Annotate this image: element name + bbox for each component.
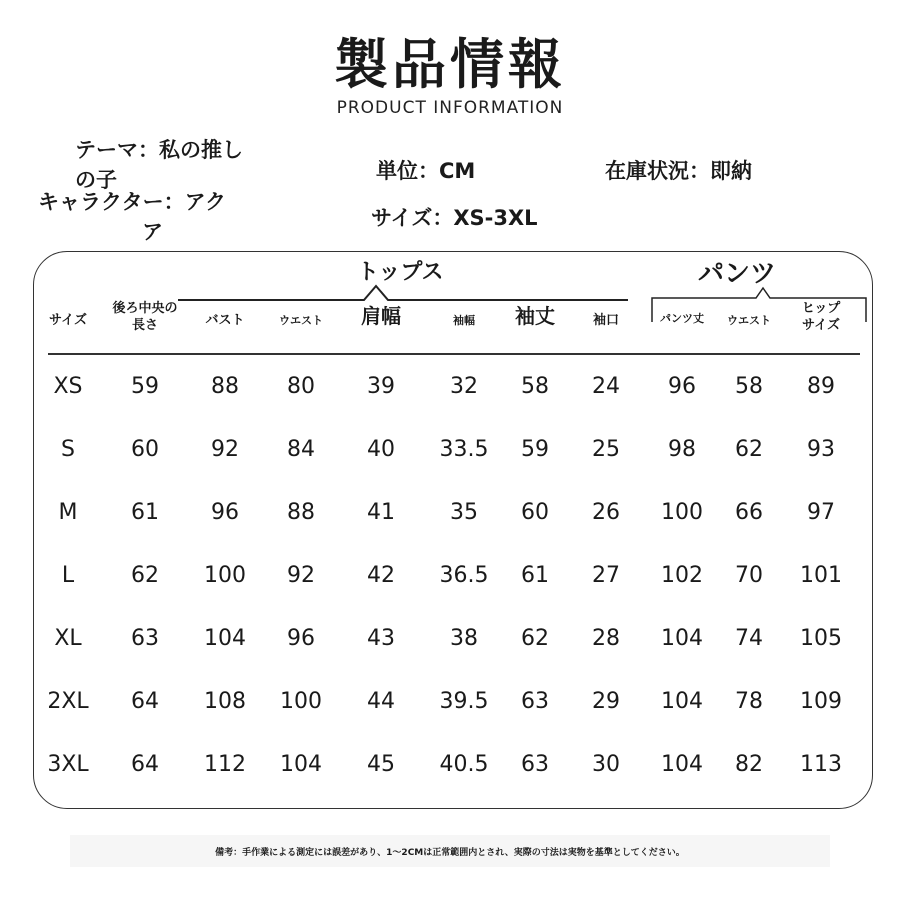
column-header-line-1: パンツ丈 xyxy=(660,312,704,325)
size-range-label: サイズ：XS-3XL xyxy=(371,206,538,230)
column-header-line-1: 後ろ中央の xyxy=(112,301,178,316)
measurement-cell: 112 xyxy=(204,752,246,777)
measurement-cell: 33.5 xyxy=(439,437,489,462)
measurement-cell: 58 xyxy=(735,374,763,399)
measurement-cell: 88 xyxy=(211,374,239,399)
measurement-cell: 70 xyxy=(735,563,763,588)
measurement-cell: 89 xyxy=(807,374,835,399)
measurement-cell: 113 xyxy=(800,752,842,777)
character-line-2: ア xyxy=(142,220,163,244)
measurement-cell: 96 xyxy=(287,626,315,651)
column-header-line-1: 袖幅 xyxy=(453,314,475,327)
measurement-cell: 39.5 xyxy=(439,689,489,714)
measurement-cell: 62 xyxy=(735,437,763,462)
page-title: 製品情報 xyxy=(334,33,566,96)
measurement-cell: 63 xyxy=(521,689,549,714)
measurement-cell: 61 xyxy=(521,563,549,588)
measurement-cell: 64 xyxy=(131,689,159,714)
column-header xyxy=(256,312,346,329)
measurement-cell: 28 xyxy=(592,626,620,651)
size-cell: XS xyxy=(53,374,83,399)
column-header-line-1: サイズ xyxy=(49,313,87,328)
column-header-line-1: ウエスト xyxy=(727,314,771,327)
measurement-cell: 82 xyxy=(735,752,763,777)
pants-group-label: パンツ xyxy=(698,259,777,289)
size-cell: 2XL xyxy=(47,689,89,714)
measurement-cell: 88 xyxy=(287,500,315,525)
measurement-cell: 109 xyxy=(800,689,842,714)
column-header-line-1: 肩幅 xyxy=(361,304,401,328)
column-header xyxy=(100,300,190,334)
measurement-cell: 100 xyxy=(280,689,322,714)
measurement-cell: 59 xyxy=(131,374,159,399)
measurement-cell: 42 xyxy=(367,563,395,588)
measurement-cell: 96 xyxy=(211,500,239,525)
measurement-cell: 59 xyxy=(521,437,549,462)
column-header-line-2: 長さ xyxy=(131,318,158,333)
column-header xyxy=(336,304,426,328)
footer-note: 備考：手作業による測定には誤差があり、1～2CMは正常範囲内とされ、実際の寸法は実物を基準としてください。 xyxy=(215,848,685,858)
measurement-cell: 26 xyxy=(592,500,620,525)
measurement-cell: 30 xyxy=(592,752,620,777)
column-header-line-2: サイズ xyxy=(802,318,840,333)
column-header-line-1: バスト xyxy=(205,313,245,328)
column-header-line-1: ウエスト xyxy=(279,314,323,327)
measurement-cell: 108 xyxy=(204,689,246,714)
measurement-cell: 104 xyxy=(661,689,703,714)
measurement-cell: 74 xyxy=(735,626,763,651)
measurement-cell: 102 xyxy=(661,563,703,588)
measurement-cell: 104 xyxy=(661,626,703,651)
measurement-cell: 62 xyxy=(521,626,549,651)
size-cell: S xyxy=(61,437,75,462)
measurement-cell: 84 xyxy=(287,437,315,462)
measurement-cell: 40 xyxy=(367,437,395,462)
measurement-cell: 39 xyxy=(367,374,395,399)
measurement-cell: 104 xyxy=(661,752,703,777)
measurement-cell: 104 xyxy=(204,626,246,651)
measurement-cell: 41 xyxy=(367,500,395,525)
measurement-cell: 92 xyxy=(211,437,239,462)
measurement-cell: 38 xyxy=(450,626,478,651)
page-subtitle: PRODUCT INFORMATION xyxy=(336,98,564,118)
header-divider xyxy=(48,353,860,355)
measurement-cell: 105 xyxy=(800,626,842,651)
theme-line-2: の子 xyxy=(75,168,117,192)
measurement-cell: 78 xyxy=(735,689,763,714)
theme-line-1: テーマ：私の推し xyxy=(75,138,243,162)
measurement-cell: 40.5 xyxy=(439,752,489,777)
tops-group-label: トップス xyxy=(357,260,444,285)
measurement-cell: 92 xyxy=(287,563,315,588)
measurement-cell: 101 xyxy=(800,563,842,588)
measurement-cell: 60 xyxy=(131,437,159,462)
measurement-cell: 64 xyxy=(131,752,159,777)
size-cell: XL xyxy=(54,626,82,651)
measurement-cell: 66 xyxy=(735,500,763,525)
measurement-cell: 61 xyxy=(131,500,159,525)
measurement-cell: 43 xyxy=(367,626,395,651)
size-cell: M xyxy=(58,500,78,525)
measurement-cell: 45 xyxy=(367,752,395,777)
measurement-cell: 27 xyxy=(592,563,620,588)
measurement-cell: 58 xyxy=(521,374,549,399)
measurement-cell: 97 xyxy=(807,500,835,525)
measurement-cell: 96 xyxy=(668,374,696,399)
size-cell: 3XL xyxy=(47,752,89,777)
measurement-cell: 25 xyxy=(592,437,620,462)
measurement-cell: 32 xyxy=(450,374,478,399)
measurement-cell: 98 xyxy=(668,437,696,462)
column-header-line-1: 袖口 xyxy=(592,313,619,328)
measurement-cell: 24 xyxy=(592,374,620,399)
measurement-cell: 62 xyxy=(131,563,159,588)
measurement-cell: 100 xyxy=(661,500,703,525)
measurement-cell: 60 xyxy=(521,500,549,525)
measurement-cell: 93 xyxy=(807,437,835,462)
measurement-cell: 44 xyxy=(367,689,395,714)
measurement-cell: 29 xyxy=(592,689,620,714)
measurement-cell: 80 xyxy=(287,374,315,399)
measurement-cell: 35 xyxy=(450,500,478,525)
column-header-line-1: 袖丈 xyxy=(515,304,555,328)
column-header xyxy=(776,300,866,334)
column-header-line-1: ヒップ xyxy=(801,301,841,316)
measurement-cell: 100 xyxy=(204,563,246,588)
size-cell: L xyxy=(61,563,75,588)
measurement-cell: 36.5 xyxy=(439,563,489,588)
measurement-cell: 63 xyxy=(131,626,159,651)
stock-status-label: 在庫状況：即納 xyxy=(605,159,752,183)
character-line-1: キャラクター：アク xyxy=(38,190,226,214)
unit-label: 単位：CM xyxy=(376,159,476,183)
measurement-cell: 104 xyxy=(280,752,322,777)
measurement-cell: 63 xyxy=(521,752,549,777)
